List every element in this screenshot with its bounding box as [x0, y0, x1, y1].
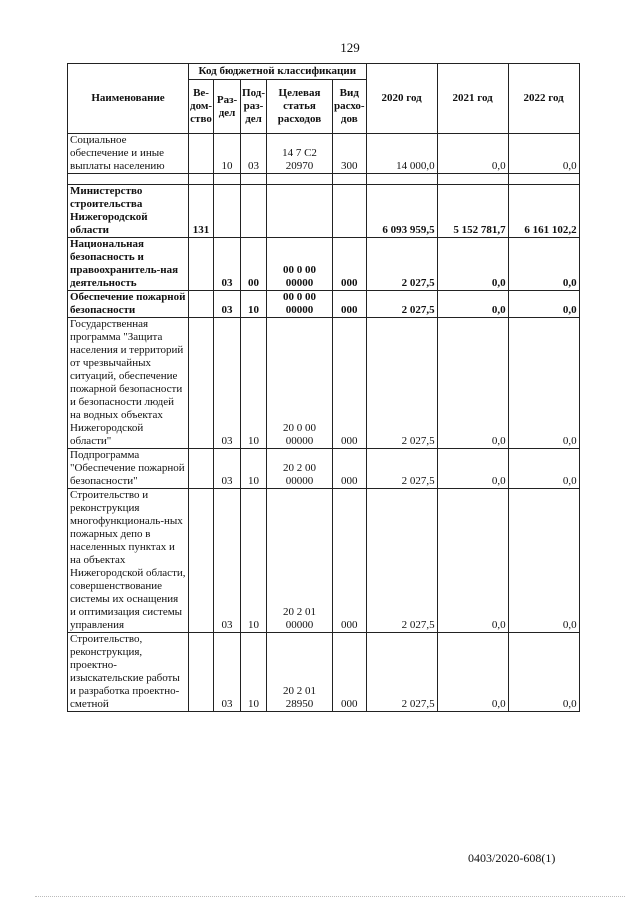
- cell-name: Строительство, реконструкция, проектно-изыскательские работы и разработка проектно-сметной: [68, 633, 189, 712]
- cell-y2021: 0,0: [437, 291, 508, 318]
- cell-razdel: 03: [214, 291, 241, 318]
- cell-podrazdel: 10: [241, 318, 267, 449]
- scan-artifact-line: [35, 896, 625, 899]
- cell-razdel: 03: [214, 489, 241, 633]
- table-row: [68, 185, 580, 238]
- cell-cel: 00 0 00 00000: [266, 238, 332, 291]
- cell-ved: [189, 633, 214, 712]
- cell-name: Строительство и реконструкция многофункциональ-ных пожарных депо в населенных пунктах и на объектах Нижегородской области, совершенствование системы их оснащения и оптимизация системы управления: [68, 489, 189, 633]
- cell-vid: 300: [332, 134, 366, 174]
- cell-cel: 20 0 00 00000: [266, 318, 332, 449]
- table-row: [68, 291, 580, 318]
- cell-podrazdel: 00: [241, 238, 267, 291]
- table-row: [68, 318, 580, 449]
- cell-podrazdel: 10: [241, 633, 267, 712]
- cell-razdel: 03: [214, 449, 241, 489]
- cell-podrazdel: 03: [241, 134, 267, 174]
- header-vid: Вид расхо- дов: [332, 80, 366, 134]
- cell-cel: 20 2 00 00000: [266, 449, 332, 489]
- cell-name: Государственная программа "Защита населения и территорий от чрезвычайных ситуаций, обеспечение пожарной безопасности и безопасности людей на водных объектах Нижегородской области": [68, 318, 189, 449]
- cell-y2021: 0,0: [437, 449, 508, 489]
- cell-y2020: 2 027,5: [366, 633, 437, 712]
- cell-y2022: 0,0: [508, 489, 579, 633]
- cell-name: Обеспечение пожарной безопасности: [68, 291, 189, 318]
- cell-name: Министерство строительства Нижегородской области: [68, 185, 189, 238]
- cell-name: Национальная безопасность и правоохранитель-ная деятельность: [68, 238, 189, 291]
- cell-y2022: 0,0: [508, 238, 579, 291]
- cell-y2022: 0,0: [508, 134, 579, 174]
- cell-y2020: 2 027,5: [366, 291, 437, 318]
- cell-name: Социальное обеспечение и иные выплаты населению: [68, 134, 189, 174]
- header-ved: Ве- дом- ство: [189, 80, 214, 134]
- cell-cel: 20 2 01 28950: [266, 633, 332, 712]
- header-razdel: Раз- дел: [214, 80, 241, 134]
- cell-y2021: 5 152 781,7: [437, 185, 508, 238]
- cell-vid: 000: [332, 633, 366, 712]
- cell-razdel: 03: [214, 318, 241, 449]
- cell-y2022: 0,0: [508, 633, 579, 712]
- cell-name: Подпрограмма "Обеспечение пожарной безопасности": [68, 449, 189, 489]
- cell-ved: [189, 489, 214, 633]
- page-number: 129: [340, 40, 360, 55]
- cell-y2022: 0,0: [508, 449, 579, 489]
- cell-ved: [189, 449, 214, 489]
- cell-podrazdel: 10: [241, 291, 267, 318]
- cell-podrazdel: [241, 185, 267, 238]
- cell-podrazdel: 10: [241, 489, 267, 633]
- table-row: [68, 449, 580, 489]
- cell-vid: 000: [332, 291, 366, 318]
- cell-y2020: 2 027,5: [366, 318, 437, 449]
- cell-y2020: 6 093 959,5: [366, 185, 437, 238]
- cell-ved: [189, 134, 214, 174]
- cell-y2021: 0,0: [437, 134, 508, 174]
- budget-table: [67, 63, 580, 712]
- header-2020: 2020 год: [366, 64, 437, 134]
- cell-razdel: 10: [214, 134, 241, 174]
- cell-podrazdel: 10: [241, 449, 267, 489]
- header-celevaya: Целевая статья расходов: [266, 80, 332, 134]
- header-2022: 2022 год: [508, 64, 579, 134]
- cell-vid: [332, 185, 366, 238]
- table-row: [68, 633, 580, 712]
- cell-cel: 00 0 00 00000: [266, 291, 332, 318]
- cell-y2022: 0,0: [508, 318, 579, 449]
- header-2021: 2021 год: [437, 64, 508, 134]
- cell-vid: 000: [332, 489, 366, 633]
- cell-razdel: [214, 185, 241, 238]
- table-row: [68, 134, 580, 174]
- cell-razdel: 03: [214, 633, 241, 712]
- cell-razdel: 03: [214, 238, 241, 291]
- document-code: 0403/2020-608(1): [468, 851, 556, 865]
- cell-vid: 000: [332, 449, 366, 489]
- header-classification-group: Код бюджетной классификации: [189, 64, 367, 80]
- cell-ved: [189, 291, 214, 318]
- cell-cel: [266, 185, 332, 238]
- cell-cel: 14 7 C2 20970: [266, 134, 332, 174]
- cell-y2021: 0,0: [437, 633, 508, 712]
- cell-y2020: 2 027,5: [366, 449, 437, 489]
- spacer-row: [68, 174, 580, 185]
- cell-y2020: 14 000,0: [366, 134, 437, 174]
- cell-vid: 000: [332, 238, 366, 291]
- cell-y2021: 0,0: [437, 238, 508, 291]
- table-row: [68, 489, 580, 633]
- cell-y2022: 6 161 102,2: [508, 185, 579, 238]
- cell-ved: [189, 318, 214, 449]
- header-name: Наименование: [68, 64, 189, 134]
- cell-y2020: 2 027,5: [366, 238, 437, 291]
- cell-y2022: 0,0: [508, 291, 579, 318]
- cell-y2021: 0,0: [437, 318, 508, 449]
- cell-vid: 000: [332, 318, 366, 449]
- cell-ved: 131: [189, 185, 214, 238]
- cell-y2020: 2 027,5: [366, 489, 437, 633]
- cell-ved: [189, 238, 214, 291]
- table-row: [68, 238, 580, 291]
- header-podrazdel: Под- раз- дел: [241, 80, 267, 134]
- cell-y2021: 0,0: [437, 489, 508, 633]
- cell-cel: 20 2 01 00000: [266, 489, 332, 633]
